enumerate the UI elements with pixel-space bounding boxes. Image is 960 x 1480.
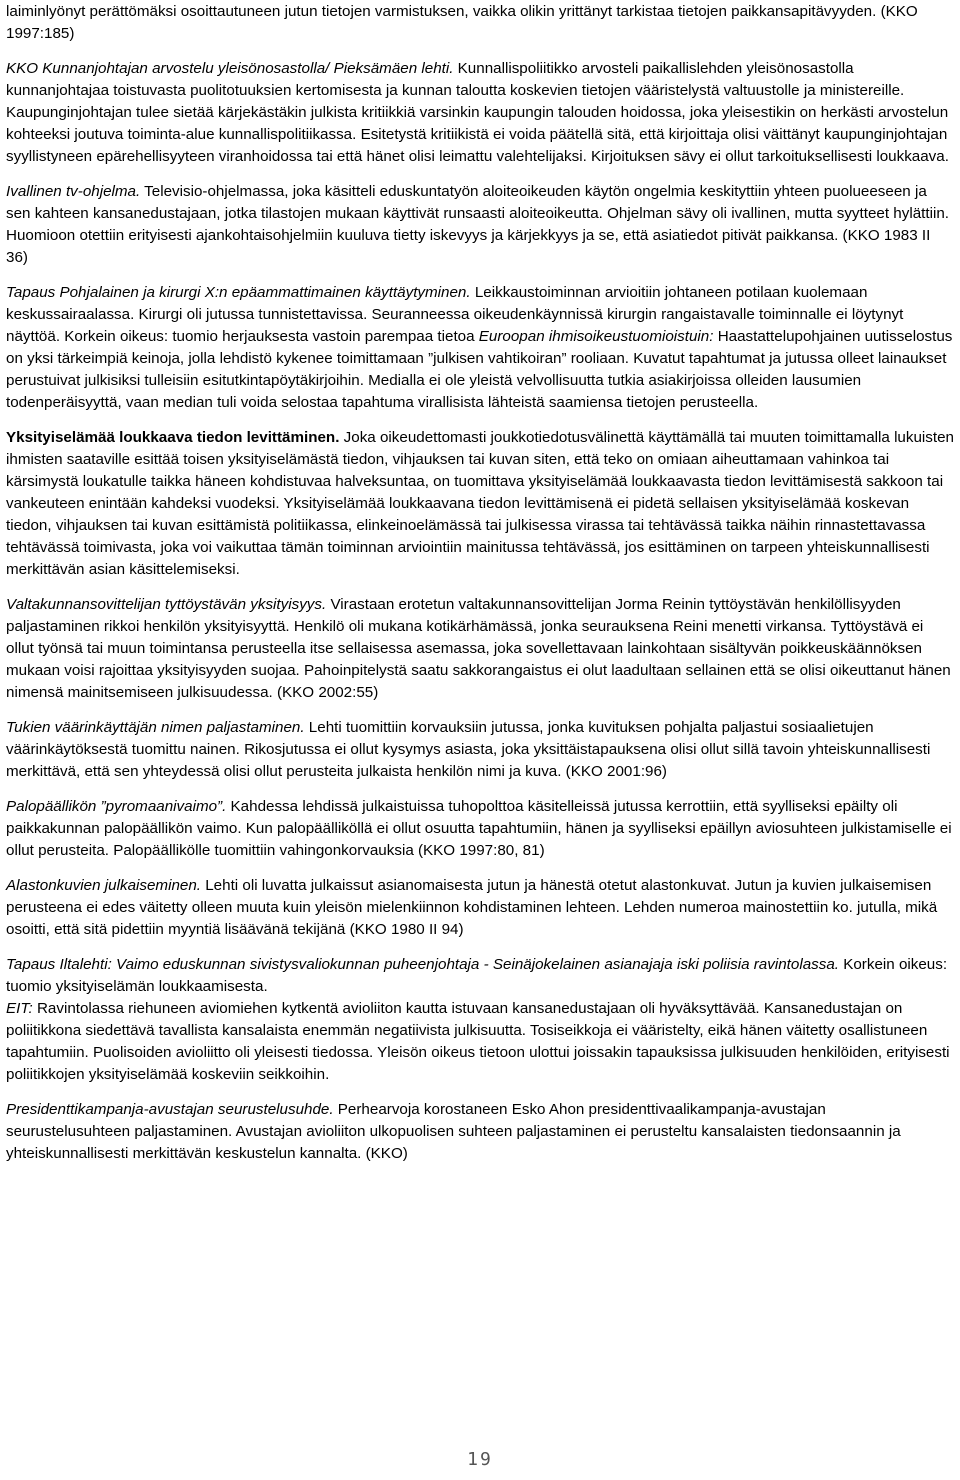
case-title: Tapaus Pohjalainen ja kirurgi X:n epäammattimainen käyttäytyminen. xyxy=(6,284,471,301)
case-text: Perhearvoja korostaneen Esko Ahon presidenttivaalikampanja-avustajan seurustelusuhteen paljastaminen. Avustajan avioliiton ulkopuolisen suhteen paljastaminen ei perusteltu kansalaisten tiedonsaannin ja yhteiskunnallisesti merkittävän keskustelun kannalta. (KKO) xyxy=(6,1101,901,1162)
case-title: Presidenttikampanja-avustajan seurustelusuhde. xyxy=(6,1101,334,1118)
case-title: Ivallinen tv-ohjelma. xyxy=(6,183,141,200)
case-title: Alastonkuvien julkaiseminen. xyxy=(6,877,202,894)
document-body xyxy=(6,1,954,1165)
case-title: KKO Kunnanjohtajan arvostelu yleisönosastolla/ Pieksämäen lehti. xyxy=(6,60,454,77)
section-privacy-offense xyxy=(6,427,954,581)
case-text: Virastaan erotetun valtakunnansovittelijan Jorma Reinin tyttöystävän henkilöllisyyden paljastaminen rikkoi henkilön yksityisyyttä. Henkilö oli mukana kotikärhämässä, jonka seurauksena Reini menetti virkansa. Tyttöystävä ei ollut työnsä tai muun toimintansa perusteella itse sellaisessa asemassa, joka sovellettavaan lainkohtaan sisältyvän poikkeuskäännöksen mukaan voisi rajoittaa yksityisyyden suojaa. Pahoinpitelystä saatu sakkorangaistus ei olut laadultaan sellainen että se olisi oikeuttanut hänen nimensä mainitsemiseen julkisuudessa. (KKO 2002:55) xyxy=(6,596,951,701)
court-label: EIT: xyxy=(6,1000,33,1017)
case-iltalehti xyxy=(6,954,954,1086)
section-heading: Yksityiselämää loukkaava tiedon levittäminen. xyxy=(6,429,340,446)
case-text: Leikkaustoiminnan arvioitiin johtaneen potilaan kuolemaan keskussairaalassa. Kirurgi oli jutussa tunnistettavissa. Seuranneessa oikeudenkäynnissä kirurgin rangaistavalle toiminnalle ei löytynyt näyttöä. Korkein oikeus: tuomio herjauksesta vastoin parempaa tietoa xyxy=(6,284,904,345)
case-ironic-tv-program xyxy=(6,181,954,269)
case-campaign-assistant xyxy=(6,1099,954,1165)
section-text: Joka oikeudettomasti joukkotiedotusvälinettä käyttämällä tai muuten toimittamalla lukuisten ihmisten saataville esittää toisen yksityiselämästä tiedon, vihjauksen tai kuvan siten, että teko on omiaan aiheuttamaan vahinkoa tai kärsimystä loukatulle taikka häneen kohdistuvaa halveksuntaa, on tuomittava yksityiselämää loukkaavasta tiedon levittämisestä sakkoon tai vankeuteen enintään kahdeksi vuodeksi. Yksityiselämää loukkaavana tiedon levittämisenä ei pidetä sellaisen yksityiselämää koskevan tiedon, vihjauksen tai kuvan esittämistä politiikassa, elinkeinoelämässä tai julkisessa virassa tai tehtävässä taikka näihin rinnastettavassa tehtävässä toimivasta, joka voi vaikuttaa tämän toiminnan arviointiin mainitussa tehtävässä, jos esittäminen on tarpeen yhteiskunnallisesti merkittävän asian käsittelemiseksi. xyxy=(6,429,955,578)
case-text: Lehti tuomittiin korvauksiin jutussa, jonka kuvituksen pohjalta paljastui sosiaalietujen väärinkäytöksestä tuomittu nainen. Rikosjutussa ei ollut kysymys asiasta, joka yksittäistapauksena olisi ollut sillä tavoin yhteiskunnallisesti merkittävä, että sen yhteydessä olisi ollut perusteita julkaista henkilön nimi ja kuva. (KKO 2001:96) xyxy=(6,719,931,780)
case-title: Tukien väärinkäyttäjän nimen paljastaminen. xyxy=(6,719,305,736)
case-pohjalainen-surgeon xyxy=(6,282,954,414)
page-number: 19 xyxy=(467,1449,493,1470)
court-label: Euroopan ihmisoikeustuomioistuin: xyxy=(478,328,714,345)
case-text: Korkein oikeus: tuomio yksityiselämän loukkaamisesta. xyxy=(6,956,948,995)
case-text: Kahdessa lehdissä julkaistuissa tuhopolttoa käsitelleissä jutussa kerrottiin, että syylliseksi epäilty oli paikkakunnan palopäällikön vaimo. Kun palopäälliköllä ei ollut osuutta tapahtumiin, hänen ja syylliseksi epäillyn aviosuhteen julkistamiselle ei ollut perusteita. Palopäällikölle tuomittiin vahingonkorvauksia (KKO 1997:80, 81) xyxy=(6,798,952,859)
case-title: Palopäällikön ”pyromaanivaimo”. xyxy=(6,798,227,815)
case-text: Lehti oli luvatta julkaissut asianomaisesta jutun ja hänestä otetut alastonkuvat. Jutun ja kuvien julkaisemisen perusteena ei edes väitetty olleen muuta kuin yleisön mielenkiinnon kohdistaminen lehteen. Lehden numeroa mainostettiin ko. jutulla, mikä osoitti, että sitä pidettiin myyntiä lisäävänä tekijänä (KKO 1980 II 94) xyxy=(6,877,938,938)
case-mediator-girlfriend xyxy=(6,594,954,704)
case-fire-chief-wife xyxy=(6,796,954,862)
intro-text: laiminlyönyt perättömäksi osoittautuneen jutun tietojen varmistuksen, vaikka olikin yrittänyt tarkistaa tietojen paikkansapitävyyden. (KKO 1997:185) xyxy=(6,3,918,42)
case-text: Kunnallispoliitikko arvosteli paikallislehden yleisönosastolla kunnanjohtajaa toistuvasta puolitotuuksien kertomisesta ja kunnan taloutta koskevien tietojen vääristelystä valtuustolle ja ministereille. Kaupunginjohtajan tulee sietää kärjekästäkin julkista kritiikkiä varsinkin kaupungin talouden hoidossa, joka yleisestikin on herkästi arvostelun kohteeksi joutuva toiminta-alue kunnallispolitiikassa. Esitetystä kritiikistä ei voida päätellä sitä, että kirjoittaja olisi väittänyt kaupunginjohtajan syyllistyneen epärehellisyyteen viranhoidossa tai että hänet olisi leimattu valehtelijaksi. Kirjoituksen sävy ei ollut tarkoituksellisesti loukkaava. xyxy=(6,60,949,165)
case-title: Valtakunnansovittelijan tyttöystävän yksityisyys. xyxy=(6,596,327,613)
case-benefit-fraud-name xyxy=(6,717,954,783)
case-text-continued: Haastattelupohjainen uutisselostus on yksi tärkeimpiä keinoja, jolla lehdistö kykenee toimittamaan ”julkisen vahtikoiran” rooliaan. Kuvatut tapahtumat ja jutussa olleet lainaukset perustuivat julkisiksi tulleisiin esitutkintapöytäkirjoihin. Medialla ei ole yleistä velvollisuutta tutkia asiakirjoissa olleiden lausumien todenperäisyyttä, vaan median tuli voida selostaa tapahtuma virallisista lähteistä saamiensa tietojen perusteella. xyxy=(6,328,953,411)
paragraph-intro xyxy=(6,1,954,45)
case-text-continued: Ravintolassa riehuneen aviomiehen kytkentä avioliiton kautta istuvaan kansanedustajaan oli hyväksyttävää. Kansanedustajan on poliitikkona siedettävä tavallista kansalaista enemmän negatiivista julkisuutta. Tosiseikkoja ei vääristelty, eikä hänen väitetty osallistuneen tapahtumiin. Puolisoiden avioliitto oli yleisesti tiedossa. Yleisön oikeus tietoon ulottui joissakin tapauksissa julkisuuden henkilöiden, erityisesti poliitikkojen yksityiselämää koskeviin seikkoihin. xyxy=(6,1000,950,1083)
case-nude-photos xyxy=(6,875,954,941)
case-text: Televisio-ohjelmassa, joka käsitteli eduskuntatyön aloiteoikeuden käytön ongelmia keskityttiin yhteen puolueeseen ja sen kahteen kansanedustajaan, jotka tilastojen mukaan käyttivät runsaasti aloiteoikeutta. Ohjelman sävy oli ivallinen, mutta syytteet hylättiin. Huomioon otettiin erityisesti ajankohtaisohjelmiin kuuluva tietty iskevyys ja kärjekkyys ja se, että asiatiedot pitivät paikkansa. (KKO 1983 II 36) xyxy=(6,183,949,266)
case-mayor-criticism xyxy=(6,58,954,168)
case-title: Tapaus Iltalehti: Vaimo eduskunnan sivistysvaliokunnan puheenjohtaja - Seinäjokelainen asianajaja iski poliisia ravintolassa. xyxy=(6,956,840,973)
